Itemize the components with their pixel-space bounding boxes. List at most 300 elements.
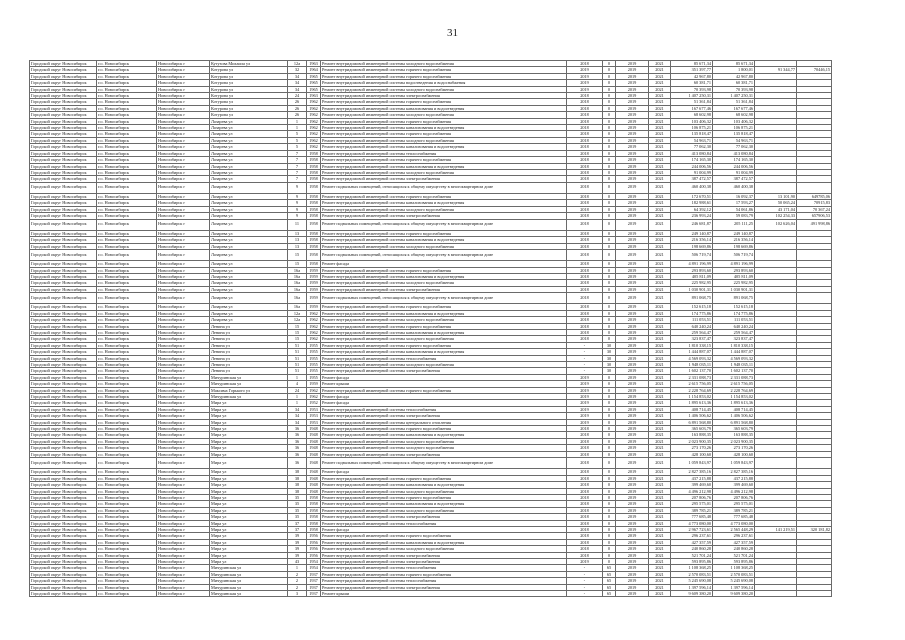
house-number-cell: 37 <box>288 526 307 532</box>
wear-cell: 0 <box>603 381 616 387</box>
work-type-cell: Ремонт внутридомовой инженерной системы холодного водоснабжения <box>321 280 567 286</box>
wear-cell: 0 <box>603 432 616 438</box>
wear-cell: 0 <box>603 163 616 169</box>
work-type-cell: Ремонт внутридомовой инженерной системы электроснабжения <box>321 286 567 292</box>
fund-cost-cell: 174 775,86 <box>713 310 755 316</box>
district-cell: Городской округ Новосибирск <box>30 200 97 206</box>
prev-repair-year-cell: 2018 <box>567 193 603 199</box>
build-year-cell: 1958 <box>307 237 321 243</box>
city-cell: г.о. Новосибирск <box>97 219 157 230</box>
start-year-cell: 2019 <box>616 80 649 86</box>
city-cell: г.о. Новосибирск <box>97 458 157 469</box>
wear-cell: 0 <box>603 150 616 156</box>
city-cell: г.о. Новосибирск <box>97 329 157 335</box>
build-year-cell: 1958 <box>307 193 321 199</box>
end-year-cell: 2021 <box>649 406 671 412</box>
wear-cell: 0 <box>603 520 616 526</box>
prev-repair-year-cell: 2019 <box>567 400 603 406</box>
work-type-cell: Ремонт внутридомовой инженерной системы канализования и водоотведения <box>321 125 567 131</box>
street-cell: Мира ул <box>210 520 288 526</box>
house-number-cell: 39 <box>288 546 307 552</box>
fund-cost-cell: 405 811,09 <box>713 273 755 279</box>
prev-repair-year-cell: - <box>567 565 603 571</box>
settlement-cell: Новосибирск г <box>157 552 210 558</box>
city-cell: г.о. Новосибирск <box>97 310 157 316</box>
city-cell: г.о. Новосибирск <box>97 578 157 584</box>
settlement-cell: Новосибирск г <box>157 558 210 564</box>
extra-cost-b-cell <box>797 249 832 260</box>
settlement-cell: Новосибирск г <box>157 539 210 545</box>
build-year-cell: 1958 <box>307 249 321 260</box>
build-year-cell: 1962 <box>307 137 321 143</box>
total-cost-cell: 135 818,47 <box>671 131 713 137</box>
start-year-cell: 2019 <box>616 501 649 507</box>
end-year-cell: 2021 <box>649 584 671 590</box>
total-cost-cell: 6 891 568,80 <box>671 419 713 425</box>
street-cell: Ленина ул <box>210 368 288 374</box>
build-year-cell: 1958 <box>307 206 321 212</box>
house-number-cell: 5 <box>288 144 307 150</box>
house-number-cell: 39 <box>288 539 307 545</box>
start-year-cell: 2019 <box>616 286 649 292</box>
end-year-cell: 2021 <box>649 243 671 249</box>
work-type-cell: Ремонт внутридомовой инженерной системы канализования и водоотведения <box>321 163 567 169</box>
build-year-cell: 1948 <box>307 445 321 451</box>
street-cell: Мира ул <box>210 539 288 545</box>
start-year-cell: 2019 <box>616 67 649 73</box>
house-number-cell: 34 <box>288 73 307 79</box>
fund-cost-cell: 54 061,86 <box>713 206 755 212</box>
settlement-cell: Новосибирск г <box>157 413 210 419</box>
start-year-cell: 2019 <box>616 125 649 131</box>
fund-cost-cell: 70 393,98 <box>713 86 755 92</box>
end-year-cell: 2021 <box>649 419 671 425</box>
city-cell: г.о. Новосибирск <box>97 137 157 143</box>
wear-cell: 0 <box>603 105 616 111</box>
settlement-cell: Новосибирск г <box>157 445 210 451</box>
street-cell: Мичуринская ул <box>210 565 288 571</box>
table-row <box>30 293 867 304</box>
wear-cell: 0 <box>603 323 616 329</box>
district-cell: Городской округ Новосибирск <box>30 374 97 380</box>
district-cell: Городской округ Новосибирск <box>30 394 97 400</box>
wear-cell: 0 <box>603 552 616 558</box>
build-year-cell: 1937 <box>307 591 321 597</box>
total-cost-cell: 2 570 083,51 <box>671 571 713 577</box>
wear-cell: 0 <box>603 475 616 481</box>
street-cell: Лазарева ул <box>210 163 288 169</box>
prev-repair-year-cell: 2018 <box>567 150 603 156</box>
end-year-cell: 2021 <box>649 193 671 199</box>
build-year-cell: 1963 <box>307 61 321 67</box>
street-cell: Мира ул <box>210 426 288 432</box>
street-cell: Котурова ул <box>210 80 288 86</box>
work-type-cell: Ремонт внутридомовой инженерной системы холодного водоснабжения <box>321 546 567 552</box>
build-year-cell: 1958 <box>307 200 321 206</box>
settlement-cell: Новосибирск г <box>157 578 210 584</box>
total-cost-cell: 1 059 843,97 <box>671 458 713 469</box>
city-cell: г.о. Новосибирск <box>97 558 157 564</box>
start-year-cell: 2019 <box>616 118 649 124</box>
work-type-cell: Ремонт подвальных помещений, относящихся к общему имуществу в многоквартирном доме <box>321 219 567 230</box>
settlement-cell: Новосибирск г <box>157 406 210 412</box>
city-cell: г.о. Новосибирск <box>97 67 157 73</box>
district-cell: Городской округ Новосибирск <box>30 118 97 124</box>
build-year-cell: 1937 <box>307 578 321 584</box>
district-cell: Городской округ Новосибирск <box>30 329 97 335</box>
settlement-cell: Новосибирск г <box>157 488 210 494</box>
fund-cost-cell: 1 810 338,15 <box>713 342 755 348</box>
wear-cell: 0 <box>603 273 616 279</box>
street-cell: Лазарева ул <box>210 144 288 150</box>
work-type-cell: Ремонт внутридомовой инженерной системы канализования и водоотведения <box>321 539 567 545</box>
end-year-cell: 2021 <box>649 475 671 481</box>
build-year-cell: 1958 <box>307 507 321 513</box>
start-year-cell: 2019 <box>616 349 649 355</box>
house-number-cell: 26 <box>288 99 307 105</box>
city-cell: г.о. Новосибирск <box>97 73 157 79</box>
fund-cost-cell: 198 669,86 <box>713 243 755 249</box>
prev-repair-year-cell: 2019 <box>567 394 603 400</box>
wear-cell: 30 <box>603 342 616 348</box>
end-year-cell: 2021 <box>649 381 671 387</box>
end-year-cell: 2021 <box>649 520 671 526</box>
settlement-cell: Новосибирск г <box>157 67 210 73</box>
wear-cell: 0 <box>603 507 616 513</box>
settlement-cell: Новосибирск г <box>157 387 210 393</box>
total-cost-cell: 387 472,57 <box>671 176 713 182</box>
start-year-cell: 2019 <box>616 182 649 193</box>
district-cell: Городской округ Новосибирск <box>30 591 97 597</box>
settlement-cell: Новосибирск г <box>157 310 210 316</box>
end-year-cell: 2021 <box>649 273 671 279</box>
prev-repair-year-cell: 2018 <box>567 432 603 438</box>
build-year-cell: 1956 <box>307 546 321 552</box>
end-year-cell: 2021 <box>649 413 671 419</box>
house-number-cell: 7 <box>288 169 307 175</box>
street-cell: Мира ул <box>210 552 288 558</box>
end-year-cell: 2021 <box>649 219 671 230</box>
prev-repair-year-cell: 2018 <box>567 213 603 219</box>
total-cost-cell: 91 004,99 <box>671 169 713 175</box>
total-cost-cell: 437 215,88 <box>671 475 713 481</box>
work-type-cell: Ремонт фасада <box>321 469 567 475</box>
work-type-cell: Ремонт внутридомовой инженерной системы холодного водоснабжения <box>321 243 567 249</box>
end-year-cell: 2021 <box>649 93 671 99</box>
city-cell: г.о. Новосибирск <box>97 426 157 432</box>
city-cell: г.о. Новосибирск <box>97 488 157 494</box>
work-type-cell: Ремонт внутридомовой инженерной системы канализования и водоотведения <box>321 144 567 150</box>
street-cell: Лазарева ул <box>210 118 288 124</box>
total-cost-cell: 323 837,47 <box>671 336 713 342</box>
city-cell: г.о. Новосибирск <box>97 86 157 92</box>
fund-cost-cell: 413 080,84 <box>713 150 755 156</box>
end-year-cell: 2021 <box>649 157 671 163</box>
prev-repair-year-cell: 2018 <box>567 93 603 99</box>
total-cost-cell: 1 810 338,15 <box>671 342 713 348</box>
district-cell: Городской округ Новосибирск <box>30 406 97 412</box>
fund-cost-cell: 152 615,18 <box>713 304 755 310</box>
total-cost-cell: 85 671,34 <box>671 61 713 67</box>
start-year-cell: 2019 <box>616 317 649 323</box>
total-cost-cell: 106 875,21 <box>671 125 713 131</box>
build-year-cell: 1956 <box>307 533 321 539</box>
city-cell: г.о. Новосибирск <box>97 565 157 571</box>
end-year-cell: 2021 <box>649 494 671 500</box>
extra-cost-a-cell: 13 101,90 <box>755 193 797 199</box>
work-type-cell: Ремонт внутридомовой инженерной системы канализования и водоотведения <box>321 237 567 243</box>
prev-repair-year-cell: 2018 <box>567 125 603 131</box>
build-year-cell: 1962 <box>307 310 321 316</box>
fund-cost-cell: 249 140,87 <box>713 230 755 236</box>
fund-cost-cell: 273 170,26 <box>713 445 755 451</box>
build-year-cell: 1959 <box>307 280 321 286</box>
district-cell: Городской округ Новосибирск <box>30 469 97 475</box>
end-year-cell: 2021 <box>649 329 671 335</box>
build-year-cell: 1958 <box>307 169 321 175</box>
prev-repair-year-cell: - <box>567 368 603 374</box>
fund-cost-cell: 77 062,30 <box>713 144 755 150</box>
house-number-cell: 5 <box>288 137 307 143</box>
street-cell: Лазарева ул <box>210 273 288 279</box>
work-type-cell: Ремонт внутридомовой инженерной системы горячего водоснабжения <box>321 571 567 577</box>
district-cell: Городской округ Новосибирск <box>30 80 97 86</box>
total-cost-cell: 5 245 690,08 <box>671 578 713 584</box>
start-year-cell: 2019 <box>616 230 649 236</box>
house-number-cell: 36 <box>288 451 307 457</box>
house-number-cell: 15 <box>288 261 307 267</box>
start-year-cell: 2019 <box>616 73 649 79</box>
settlement-cell: Новосибирск г <box>157 514 210 520</box>
fund-cost-cell: 1 030 901,31 <box>713 286 755 292</box>
district-cell: Городской округ Новосибирск <box>30 336 97 342</box>
build-year-cell: 1965 <box>307 73 321 79</box>
total-cost-cell: 9 609 380,20 <box>671 591 713 597</box>
build-year-cell: 1963 <box>307 93 321 99</box>
street-cell: Лазарева ул <box>210 267 288 273</box>
house-number-cell: 51 <box>288 355 307 361</box>
wear-cell: 0 <box>603 93 616 99</box>
fund-cost-cell: 135 818,47 <box>713 131 755 137</box>
district-cell: Городской округ Новосибирск <box>30 342 97 348</box>
work-type-cell: Ремонт внутридомовой инженерной системы холодного водоснабжения <box>321 86 567 92</box>
street-cell: Котурова ул <box>210 86 288 92</box>
house-number-cell: 37 <box>288 520 307 526</box>
city-cell: г.о. Новосибирск <box>97 387 157 393</box>
prev-repair-year-cell: 2018 <box>567 514 603 520</box>
total-cost-cell: 182 988,61 <box>671 200 713 206</box>
end-year-cell: 2021 <box>649 546 671 552</box>
total-cost-cell: 1 397 596,14 <box>671 584 713 590</box>
city-cell: г.о. Новосибирск <box>97 293 157 304</box>
house-number-cell: 43 <box>288 558 307 564</box>
house-number-cell: 15 <box>288 336 307 342</box>
house-number-cell: 34 <box>288 86 307 92</box>
prev-repair-year-cell: 2019 <box>567 419 603 425</box>
total-cost-cell: 1 154 853,02 <box>671 394 713 400</box>
wear-cell: 0 <box>603 304 616 310</box>
start-year-cell: 2019 <box>616 150 649 156</box>
start-year-cell: 2019 <box>616 526 649 532</box>
start-year-cell: 2019 <box>616 558 649 564</box>
city-cell: г.о. Новосибирск <box>97 451 157 457</box>
house-number-cell: 7 <box>288 157 307 163</box>
build-year-cell: 1962 <box>307 112 321 118</box>
street-cell: Лазарева ул <box>210 230 288 236</box>
house-number-cell: 15 <box>288 323 307 329</box>
fund-cost-cell: 296 237,61 <box>713 533 755 539</box>
wear-cell: 0 <box>603 329 616 335</box>
end-year-cell: 2021 <box>649 368 671 374</box>
fund-cost-cell: 1 602 137,70 <box>713 368 755 374</box>
fund-cost-cell: 506 719,74 <box>713 249 755 260</box>
district-cell: Городской округ Новосибирск <box>30 381 97 387</box>
build-year-cell: 1948 <box>307 438 321 444</box>
wear-cell: 0 <box>603 387 616 393</box>
prev-repair-year-cell: 2018 <box>567 533 603 539</box>
build-year-cell: 1937 <box>307 571 321 577</box>
total-cost-cell: 198 669,86 <box>671 243 713 249</box>
house-number-cell: 34 <box>288 419 307 425</box>
start-year-cell: 2019 <box>616 426 649 432</box>
work-type-cell: Ремонт внутридомовой инженерной системы холодного водоснабжения <box>321 169 567 175</box>
build-year-cell: 1955 <box>307 362 321 368</box>
prev-repair-year-cell: 2018 <box>567 137 603 143</box>
street-cell: Мичуринская ул <box>210 374 288 380</box>
total-cost-cell: 2 967 723,61 <box>671 526 713 532</box>
extra-cost-b-cell: 491 998,86 <box>797 219 832 230</box>
start-year-cell: 2019 <box>616 249 649 260</box>
end-year-cell: 2021 <box>649 552 671 558</box>
house-number-cell: 4 <box>288 381 307 387</box>
start-year-cell: 2019 <box>616 539 649 545</box>
district-cell: Городской округ Новосибирск <box>30 355 97 361</box>
build-year-cell: 1952 <box>307 400 321 406</box>
street-cell: Лазарева ул <box>210 131 288 137</box>
work-type-cell: Ремонт внутридомовой инженерной системы канализования и водоотведения <box>321 105 567 111</box>
district-cell: Городской округ Новосибирск <box>30 131 97 137</box>
total-cost-cell: 2 331 088,73 <box>671 374 713 380</box>
house-number-cell: 16а <box>288 280 307 286</box>
fund-cost-cell: 4 496 212,98 <box>713 488 755 494</box>
start-year-cell: 2019 <box>616 61 649 67</box>
street-cell: Лазарева ул <box>210 261 288 267</box>
wear-cell: 0 <box>603 501 616 507</box>
wear-cell: 0 <box>603 336 616 342</box>
total-cost-cell: 593 895,86 <box>671 558 713 564</box>
city-cell: г.о. Новосибирск <box>97 539 157 545</box>
total-cost-cell: 244 006,56 <box>671 163 713 169</box>
build-year-cell: 1959 <box>307 304 321 310</box>
settlement-cell: Новосибирск г <box>157 293 210 304</box>
wear-cell: 0 <box>603 73 616 79</box>
house-number-cell: 36 <box>288 438 307 444</box>
wear-cell: 0 <box>603 280 616 286</box>
city-cell: г.о. Новосибирск <box>97 200 157 206</box>
prev-repair-year-cell: 2018 <box>567 501 603 507</box>
start-year-cell: 2019 <box>616 273 649 279</box>
work-type-cell: Ремонт внутридомовой инженерной системы теплоснабжения <box>321 565 567 571</box>
extra-cost-b-cell <box>797 591 832 597</box>
table-row <box>30 458 867 469</box>
end-year-cell: 2021 <box>649 67 671 73</box>
district-cell: Городской округ Новосибирск <box>30 349 97 355</box>
build-year-cell: 1962 <box>307 99 321 105</box>
house-number-cell: 2 <box>288 578 307 584</box>
street-cell: Лазарева ул <box>210 243 288 249</box>
prev-repair-year-cell: 2018 <box>567 546 603 552</box>
build-year-cell: 1955 <box>307 374 321 380</box>
wear-cell: 0 <box>603 558 616 564</box>
settlement-cell: Новосибирск г <box>157 286 210 292</box>
house-number-cell: 35 <box>288 507 307 513</box>
street-cell: Лазарева ул <box>210 137 288 143</box>
end-year-cell: 2021 <box>649 169 671 175</box>
build-year-cell: 1948 <box>307 426 321 432</box>
fund-cost-cell: 1 406 506,62 <box>713 413 755 419</box>
street-cell: Мира ул <box>210 406 288 412</box>
build-year-cell: 1962 <box>307 336 321 342</box>
district-cell: Городской округ Новосибирск <box>30 206 97 212</box>
city-cell: г.о. Новосибирск <box>97 267 157 273</box>
city-cell: г.о. Новосибирск <box>97 419 157 425</box>
start-year-cell: 2019 <box>616 105 649 111</box>
city-cell: г.о. Новосибирск <box>97 230 157 236</box>
settlement-cell: Новосибирск г <box>157 267 210 273</box>
total-cost-cell: 399 469,60 <box>671 482 713 488</box>
end-year-cell: 2021 <box>649 571 671 577</box>
extra-cost-a-cell: 102 626,04 <box>755 219 797 230</box>
fund-cost-cell: 387 472,57 <box>713 176 755 182</box>
build-year-cell: 1958 <box>307 494 321 500</box>
city-cell: г.о. Новосибирск <box>97 323 157 329</box>
street-cell: Лазарева ул <box>210 200 288 206</box>
city-cell: г.о. Новосибирск <box>97 336 157 342</box>
city-cell: г.о. Новосибирск <box>97 591 157 597</box>
house-number-cell: 12а <box>288 61 307 67</box>
district-cell: Городской округ Новосибирск <box>30 507 97 513</box>
street-cell: Мира ул <box>210 458 288 469</box>
page-number: 31 <box>447 27 458 39</box>
settlement-cell: Новосибирск г <box>157 381 210 387</box>
district-cell: Городской округ Новосибирск <box>30 280 97 286</box>
total-cost-cell: 428 100,60 <box>671 451 713 457</box>
wear-cell: 0 <box>603 482 616 488</box>
fund-cost-cell: 521 701,24 <box>713 552 755 558</box>
city-cell: г.о. Новосибирск <box>97 157 157 163</box>
start-year-cell: 2019 <box>616 304 649 310</box>
street-cell: Мира ул <box>210 451 288 457</box>
prev-repair-year-cell: 2018 <box>567 261 603 267</box>
total-cost-cell: 70 393,98 <box>671 86 713 92</box>
street-cell: Лазарева ул <box>210 169 288 175</box>
end-year-cell: 2021 <box>649 249 671 260</box>
fund-cost-cell: 54 963,71 <box>713 137 755 143</box>
district-cell: Городской округ Новосибирск <box>30 213 97 219</box>
district-cell: Городской округ Новосибирск <box>30 458 97 469</box>
total-cost-cell: 172 670,51 <box>671 193 713 199</box>
fund-cost-cell: 51 361,84 <box>713 99 755 105</box>
wear-cell: 65 <box>603 591 616 597</box>
district-cell: Городской округ Новосибирск <box>30 317 97 323</box>
fund-cost-cell: 9 609 380,20 <box>713 591 755 597</box>
prev-repair-year-cell: 2018 <box>567 144 603 150</box>
city-cell: г.о. Новосибирск <box>97 150 157 156</box>
house-number-cell: 38 <box>288 475 307 481</box>
district-cell: Городской округ Новосибирск <box>30 533 97 539</box>
end-year-cell: 2021 <box>649 374 671 380</box>
total-cost-cell: 167 677,46 <box>671 105 713 111</box>
